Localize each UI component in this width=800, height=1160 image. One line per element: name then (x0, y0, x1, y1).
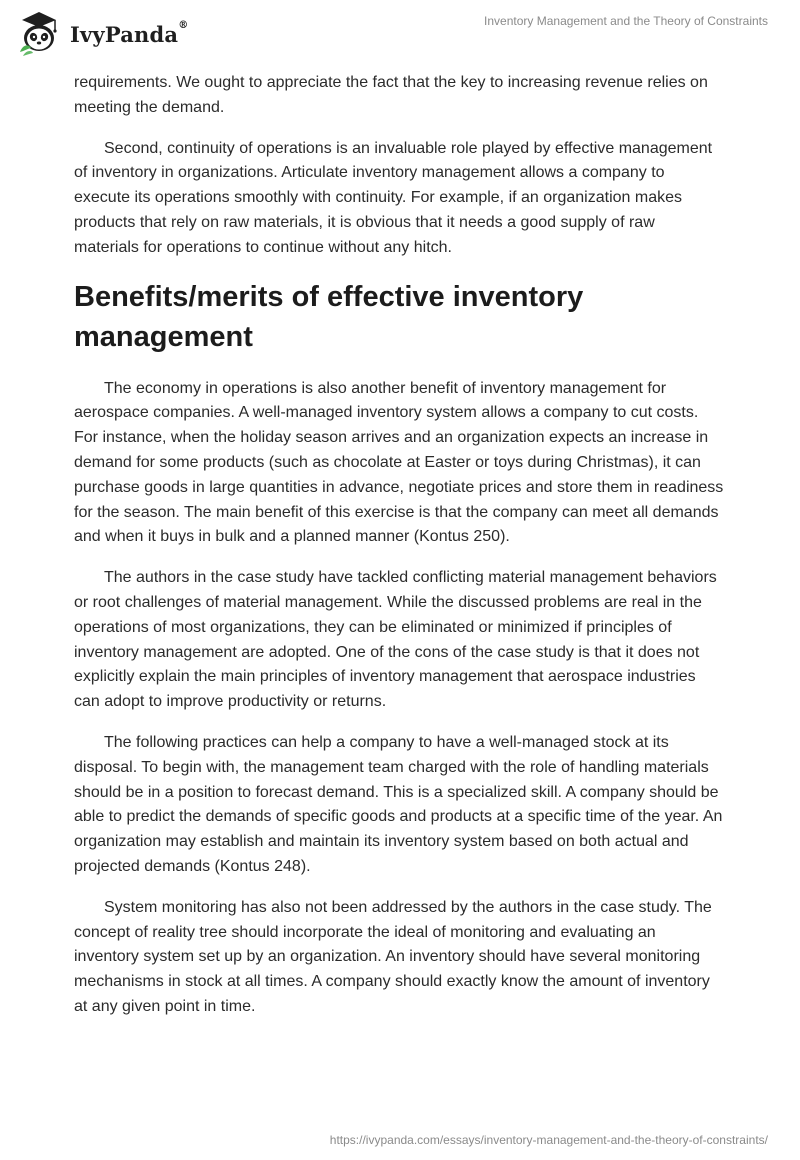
ivypanda-logo[interactable] (14, 8, 188, 58)
panda-logo-icon (14, 8, 64, 58)
page-header (0, 0, 800, 60)
section-heading: Benefits/merits of effective inventory management (74, 280, 584, 353)
paragraph: The following practices can help a company to have a well-managed stock at its disposal. To begin with, the management team charged with the role of handling materials should be in a position to forecast demand. This is a specialized skill. A company should be able to predict the demands of specific goods and products at a specific time of the year. An organization may establish and maintain its inventory system based on both actual and projected demands (Kontus 248). (74, 733, 723, 875)
document-running-title: Inventory Management and the Theory of Constraints (484, 14, 768, 28)
logo-wordmark: IvyPanda® (70, 19, 189, 47)
source-url[interactable]: https://ivypanda.com/essays/inventory-management-and-the-theory-of-constraints/ (329, 1133, 768, 1147)
paragraph: System monitoring has also not been addressed by the authors in the case study. The concept of reality tree should incorporate the ideal of monitoring and evaluating an inventory system set up by an organization. An inventory should have several monitoring mechanisms in stock at all times. A company should exactly know the amount of inventory at any given point in time. (74, 898, 712, 1015)
paragraph: The authors in the case study have tackled conflicting material management behaviors or root challenges of material management. While the discussed problems are real in the operations of most organizations, they can be eliminated or minimized if principles of inventory management are adopted. One of the cons of the case study is that it does not explicitly explain the main principles of inventory management that aerospace industries can adopt to improve productivity or returns. (74, 569, 717, 711)
essay-body (74, 71, 724, 1036)
paragraph-continued: requirements. We ought to appreciate the fact that the key to increasing revenue relies on meeting the demand. (74, 74, 708, 116)
paragraph: Second, continuity of operations is an invaluable role played by effective management of inventory in organizations. Articulate inventory management allows a company to execute its operations smoothly with continuity. For example, if an organization makes products that rely on raw materials, it is obvious that it needs a good supply of raw materials for operations to continue without any hitch. (74, 139, 713, 256)
paragraph: The economy in operations is also another benefit of inventory management for aerospace companies. A well-managed inventory system allows a company to cut costs. For instance, when the holiday season arrives and an organization expects an increase in demand for some products (such as chocolate at Easter or toys during Christmas), it can purchase goods in large quantities in advance, negotiate prices and store them in readiness for the season. The main benefit of this exercise is that the company can meet all demands and when it buys in bulk and a planned manner (Kontus 250). (74, 379, 724, 546)
